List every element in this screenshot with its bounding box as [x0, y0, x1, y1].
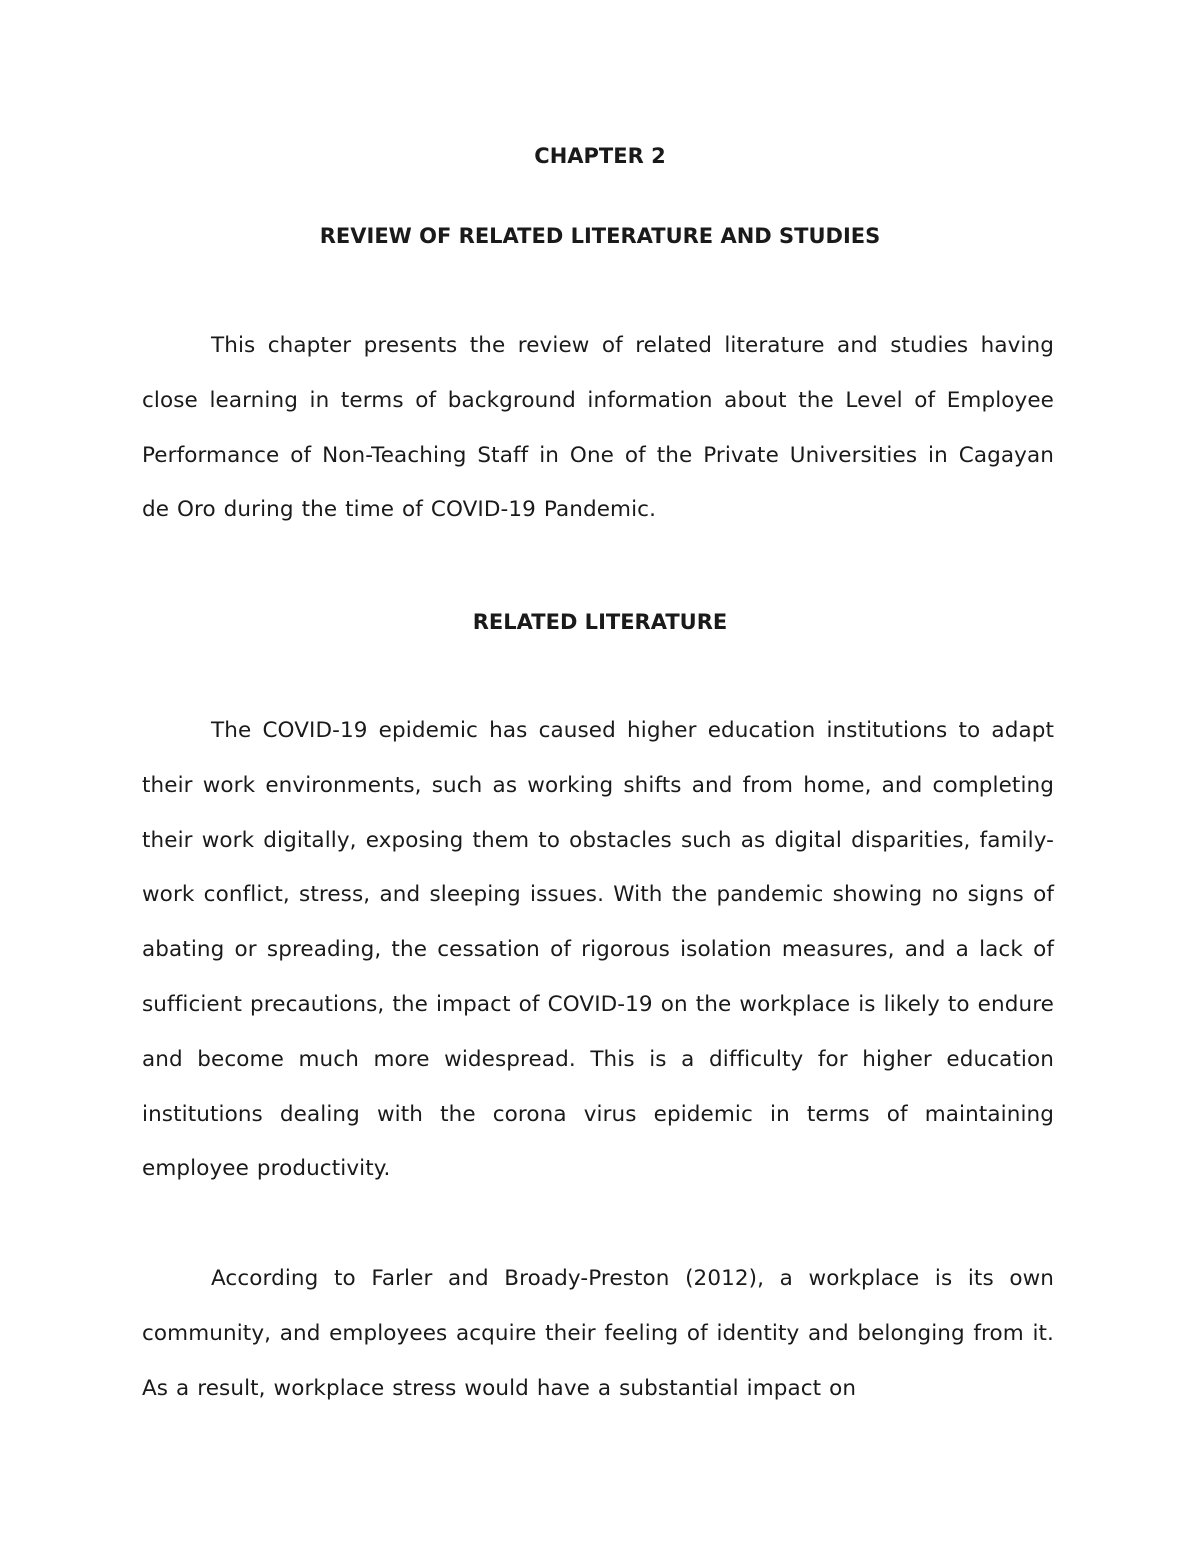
- section-heading: REVIEW OF RELATED LITERATURE AND STUDIES: [319, 224, 881, 248]
- farler-paragraph: According to Farler and Broady-Preston (2012), a workplace is its own community, and employees acquire their feeling of identity and belonging from it. As a result, workplace stress would have a substantial impact on: [142, 1266, 1054, 1401]
- related-literature-heading: RELATED LITERATURE: [472, 610, 728, 634]
- chapter-heading: CHAPTER 2: [534, 144, 666, 168]
- covid-paragraph: The COVID-19 epidemic has caused higher education institutions to adapt their work environments, such as working shifts and from home, and completing their work digitally, exposing them to obstacles such as digital disparities, family-work conflict, stress, and sleeping issues. With the pandemic showing no signs of abating or spreading, the cessation of rigorous isolation measures, and a lack of sufficient precautions, the impact of COVID-19 on the workplace is likely to endure and become much more widespread. This is a difficulty for higher education institutions dealing with the corona virus epidemic in terms of maintaining employee productivity.: [142, 718, 1054, 1182]
- intro-paragraph: This chapter presents the review of related literature and studies having close learning in terms of background information about the Level of Employee Performance of Non-Teaching Staff in One of the Private Universities in Cagayan de Oro during the time of COVID-19 Pandemic.: [142, 333, 1054, 523]
